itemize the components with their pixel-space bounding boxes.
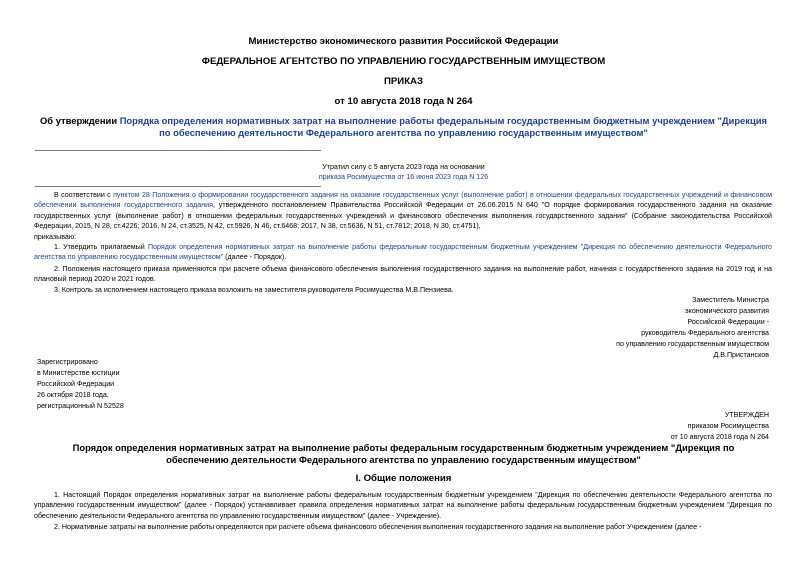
procedure-paragraph-2: 2. Нормативные затраты на выполнение работы определяются при расчете объема финансового обеспечения выполнения государственного задания на выполнение работ Учреждением (далее - [54,523,702,531]
status-separator [35,186,321,187]
signature-name: Д.В.Пристансков [713,351,769,360]
status-note [0,162,807,183]
section-heading: I. Общие положения [355,473,452,484]
agency-name: ФЕДЕРАЛЬНОЕ АГЕНТСТВО ПО УПРАВЛЕНИЮ ГОСУДАРСТВЕННЫМ ИМУЩЕСТВОМ [201,56,606,67]
item-1 [34,242,772,263]
ministry-name: Министерство экономического развития Российской Федерации [248,36,559,47]
status-link[interactable]: приказа Росимущества от 16 июня 2023 года N 126 [318,173,489,182]
preamble-text-1: В соответствии с [54,191,114,199]
item-2: 2. Положения настоящего приказа применяются при расчете объема финансового обеспечения выполнения государственного задания на выполнение работ, начиная с государственного задания на 2019 год и на плановый период 2020 и 2021 годов. [34,265,772,284]
title-separator [35,150,321,151]
signature-line: Заместитель Министра [692,296,769,304]
registration-line: Российской Федерации [37,380,115,389]
item-1-text: 1. Утвердить прилагаемый [54,243,148,251]
preamble-order-word: приказываю: [34,233,77,241]
preamble-text-3: (Собрание законодательства Российской Федерации, 2015, N 28, ст.4226; 2016, N 24, ст.3525, N 42, ст.5926, N 46, ст.6468; 2017, N 38, ст.5636, N 51, ст.7812; 2018, N 30, ст.4751), [34,211,772,230]
signature-line: руководитель Федерального агентства [641,329,769,338]
approval-line: УТВЕРЖДЕН [724,411,769,419]
signature-block [616,295,769,362]
document-title [40,115,767,139]
preamble-text-2: , утвержденного постановлением Правительства Российской Федерации от 26.06.2015 N 640 "О порядке формирования государственного задания на оказание государственных услуг (выполнение работ) в отношении федеральных государственных учреждений и финансового обеспечения выполнения государственного задания" [34,201,772,220]
signature-line: по управлению государственным имуществом [616,340,769,349]
item-3: 3. Контроль за исполнением настоящего приказа возложить на заместителя руководителя Росимущества М.В.Пензиева. [54,286,454,294]
signature-line: экономического развития [685,307,769,316]
approval-block [671,410,769,443]
item-1-link[interactable]: Порядок определения нормативных затрат на выполнение работы федеральным государственным бюджетным учреждением "Дирекция по обеспечению деятельности Федерального агентства по управлению государственным имуществом" [34,243,773,262]
document-type: ПРИКАЗ [384,76,423,87]
item-1-tail: (далее - Порядок). [223,253,287,262]
procedure-paragraph-1: 1. Настоящий Порядок определения нормативных затрат на выполнение работы федеральным государственным бюджетным учреждением "Дирекция по обеспечению деятельности Федерального агентства по управлению государственным имуществом" (далее - Порядок) устанавливает правила определения нормативных затрат на выполнение работы федеральным государственным бюджетным учреждением "Дирекция по обеспечению деятельности Федерального агентства по управлению государственным имуществом" (далее - Учреждение). [34,491,772,520]
registration-block [37,357,124,412]
preamble-paragraph [34,190,772,231]
registration-line: 26 октября 2018 года, [37,391,109,400]
approval-line: приказом Росимущества [687,422,769,431]
registration-number: регистрационный N 52528 [37,402,124,411]
signature-line: Российской Федерации - [687,318,769,327]
registration-line: Зарегистрировано [37,358,98,366]
approval-line: от 10 августа 2018 года N 264 [670,433,769,442]
title-prefix: Об утверждении [40,115,120,126]
title-link[interactable]: Порядка определения нормативных затрат на выполнение работы федеральным государственным бюджетным учреждением "Дирекция по обеспечению деятельности Федерального агентства по управлению государственным имуществом" [119,115,767,138]
procedure-title: Порядок определения нормативных затрат на выполнение работы федеральным государственным бюджетным учреждением "Дирекция по обеспечению деятельности Федерального агентства по управлению государственным имуществом" [72,442,735,465]
status-line: Утратил силу с 5 августа 2023 года на основании [322,163,485,171]
registration-line: в Министерстве юстиции [37,369,120,378]
preamble-link[interactable]: пунктом 28 Положения о формировании государственного задания на оказание государственных услуг (выполнение работ) в отношении федеральных государственных учреждений и финансовом обеспечении выполнения государственного задания [34,191,772,210]
document-date-number: от 10 августа 2018 года N 264 [334,96,473,107]
